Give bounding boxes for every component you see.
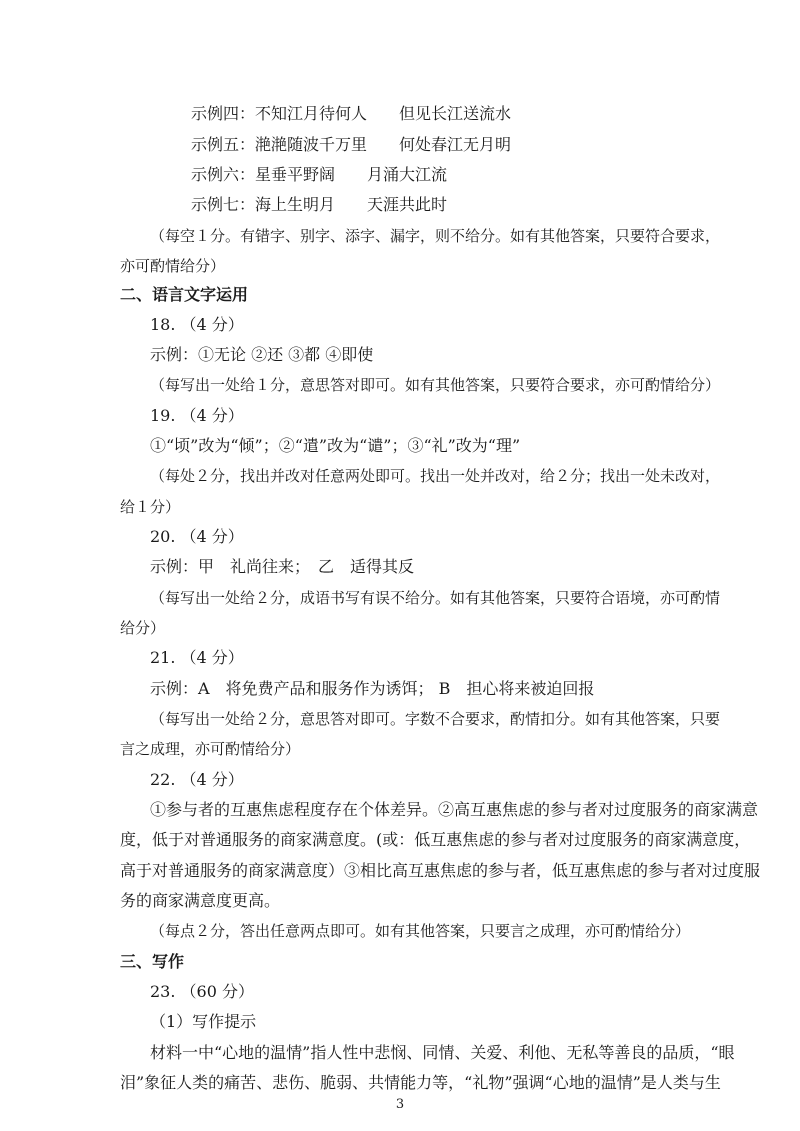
q20-heading: 20. （4 分） [150,527,244,546]
q20-note-line1: （每写出一处给２分，成语书写有误不给分。如有其他答案，只要符合语境，亦可酌情 [150,589,721,607]
q21-note-line2: 言之成理，亦可酌情给分） [120,740,301,758]
q19-note-line1: （每处２分，找出并改对任意两处即可。找出一处并改对，给２分；找出一处未改对， [150,467,721,485]
q17-note-line1: （每空１分。有错字、别字、添字、漏字，则不给分。如有其他答案，只要符合要求， [150,227,721,245]
q19-note-line2: 给１分） [120,498,181,516]
q23-text-line2: 泪”象征人类的痛苦、悲伤、脆弱、共情能力等，“礼物”强调“心地的温情”是人类与生 [120,1073,721,1092]
q22-note: （每点２分，答出任意两点即可。如有其他答案，只要言之成理，亦可酌情给分） [150,922,691,940]
q19-heading: 19. （4 分） [150,406,244,425]
q21-answer: 示例：A 将免费产品和服务作为诱饵； B 担心将来被迫回报 [150,679,595,698]
q22-answer-line4: 务的商家满意度更高。 [120,891,281,910]
q17-note-line2: 亦可酌情给分） [120,257,226,275]
q22-heading: 22. （4 分） [150,770,244,789]
page-number: 3 [395,1097,405,1112]
q22-answer-line3: 高于对普通服务的商家满意度）③相比高互惠焦虑的参与者，低互惠焦虑的参与者对过度服 [120,861,761,880]
q20-note-line2: 给分） [120,619,166,637]
q20-answer: 示例：甲 礼尚往来； 乙 适得其反 [150,557,415,576]
q21-note-line1: （每写出一处给２分，意思答对即可。字数不合要求，酌情扣分。如有其他答案，只要 [150,710,721,728]
q22-answer-line1: ①参与者的互惠焦虑程度存在个体差异。②高互惠焦虑的参与者对过度服务的商家满意 [150,800,759,819]
example-6: 示例六：星垂平野阔 月涌大江流 [191,165,448,184]
q23-heading: 23. （60 分） [150,982,254,1001]
q18-heading: 18. （4 分） [150,315,244,334]
q21-heading: 21. （4 分） [150,648,244,667]
q23-text-line1: 材料一中“心地的温情”指人性中悲悯、同情、关爱、利他、无私等善良的品质，“眼 [150,1043,735,1062]
q18-answer: 示例：①无论 ②还 ③都 ④即使 [150,345,374,364]
q22-answer-line2: 度，低于对普通服务的商家满意度。(或：低互惠焦虑的参与者对过度服务的商家满意度， [120,830,751,849]
example-4: 示例四：不知江月待何人 但见长江送流水 [191,104,512,123]
section-2-heading: 二、语言文字运用 [120,285,249,304]
q23-subheading: （1）写作提示 [150,1012,257,1031]
section-3-heading: 三、写作 [120,952,185,971]
q19-answer: ①“顷”改为“倾”；②“遣”改为“谴”；③“礼”改为“理” [150,436,521,455]
example-7: 示例七：海上生明月 天涯共此时 [191,195,448,214]
q18-note: （每写出一处给１分，意思答对即可。如有其他答案，只要符合要求，亦可酌情给分） [150,376,721,394]
example-5: 示例五：滟滟随波千万里 何处春江无月明 [191,135,512,154]
